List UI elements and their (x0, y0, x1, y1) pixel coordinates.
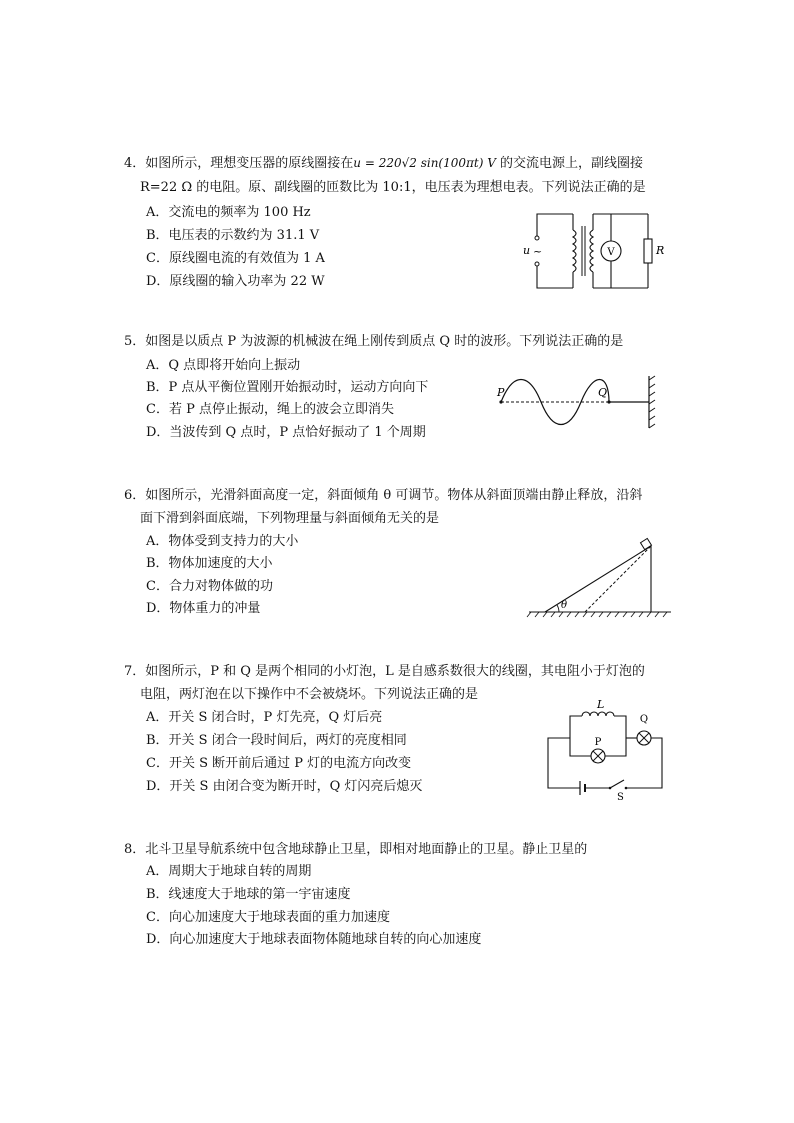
self-inductance-circuit-figure (540, 696, 668, 802)
question-8-option-c: C．向心加速度大于地球表面的重力加速度 (146, 910, 390, 925)
inductor-label: L (597, 698, 605, 711)
question-5-option-d: D．当波传到 Q 点时，P 点恰好振动了 1 个周期 (146, 425, 426, 440)
question-8-option-d: D．向心加速度大于地球表面物体随地球自转的向心加速度 (146, 932, 482, 947)
question-7-option-d: D．开关 S 由闭合变为断开时，Q 灯闪亮后熄灭 (146, 779, 423, 794)
question-6-option-b: B．物体加速度的大小 (146, 556, 273, 571)
resistor-label: R (656, 244, 665, 257)
transformer-circuit-figure (515, 208, 670, 294)
question-5-option-a: A．Q 点即将开始向上振动 (146, 358, 301, 373)
question-7-stem-line-2: 电阻，两灯泡在以下操作中不会被烧坏。下列说法正确的是 (140, 687, 479, 702)
question-6-stem-line-1: 6．如图所示，光滑斜面高度一定，斜面倾角 θ 可调节。物体从斜面顶端由静止释放，沿斜 (124, 488, 643, 503)
question-4-option-c: C．原线圈电流的有效值为 1 A (146, 251, 325, 266)
primary-coil (573, 230, 576, 272)
question-4-stem-part-2: 的交流电源上，副线圈接 (495, 156, 644, 171)
question-5-stem-line-1: 5．如图是以质点 P 为波源的机械波在绳上刚传到质点 Q 时的波形。下列说法正确的是 (124, 334, 624, 349)
question-4-stem-part-1: 4．如图所示，理想变压器的原线圈接在 (124, 156, 354, 171)
question-5-option-c: C．若 P 点停止振动，绳上的波会立即消失 (146, 402, 394, 417)
question-5-option-b: B．P 点从平衡位置刚开始振动时，运动方向向下 (146, 380, 429, 395)
question-7-stem-line-1: 7．如图所示，P 和 Q 是两个相同的小灯泡，L 是自感系数很大的线圈，其电阻小于灯泡的 (124, 664, 645, 679)
question-6-option-a: A．物体受到支持力的大小 (146, 534, 299, 549)
block-icon (640, 538, 651, 549)
question-6-option-d: D．物体重力的冲量 (146, 601, 261, 616)
question-4-option-d: D．原线圈的输入功率为 22 W (146, 274, 325, 289)
question-7-option-b: B．开关 S 闭合一段时间后，两灯的亮度相同 (146, 733, 407, 748)
question-4-option-a: A．交流电的频率为 100 Hz (146, 205, 311, 220)
switch-icon (610, 780, 624, 788)
voltmeter-label: V (607, 247, 615, 258)
ac-symbol: ~ (533, 245, 543, 258)
question-4-formula: u = 220√2 sin(100πt) V (353, 156, 496, 170)
question-4-stem-line-2: R=22 Ω 的电阻。原、副线圈的匝数比为 10:1，电压表为理想电表。下列说法正确的是 (140, 180, 646, 195)
point-p-label: P (497, 386, 505, 399)
lamp-p-label: P (594, 737, 602, 748)
question-8-stem-line-1: 8．北斗卫星导航系统中包含地球静止卫星，即相对地面静止的卫星。静止卫星的 (124, 842, 588, 857)
point-q-label: Q (598, 386, 608, 399)
question-4-stem-line-1 (124, 153, 643, 174)
question-8-option-b: B．线速度大于地球的第一宇宙速度 (146, 887, 351, 902)
lamp-q-label: Q (639, 714, 649, 725)
question-7-option-c: C．开关 S 断开前后通过 P 灯的电流方向改变 (146, 756, 412, 771)
steeper-incline (585, 546, 651, 612)
incline-figure (525, 536, 675, 620)
question-6-stem-line-2: 面下滑到斜面底端，下列物理量与斜面倾角无关的是 (140, 511, 440, 526)
source-label-u: u (523, 244, 531, 257)
secondary-coil (590, 230, 593, 272)
question-6-option-c: C．合力对物体做的功 (146, 579, 273, 594)
inductor-coil (582, 712, 614, 716)
wave-on-rope-figure (493, 374, 658, 432)
question-4-option-b: B．电压表的示数约为 31.1 V (146, 228, 320, 243)
question-7-option-a: A．开关 S 闭合时，P 灯先亮，Q 灯后亮 (146, 710, 383, 725)
resistor-icon (644, 239, 652, 263)
theta-label: θ (561, 600, 568, 611)
switch-label: S (617, 792, 624, 803)
question-8-option-a: A．周期大于地球自转的周期 (146, 864, 312, 879)
